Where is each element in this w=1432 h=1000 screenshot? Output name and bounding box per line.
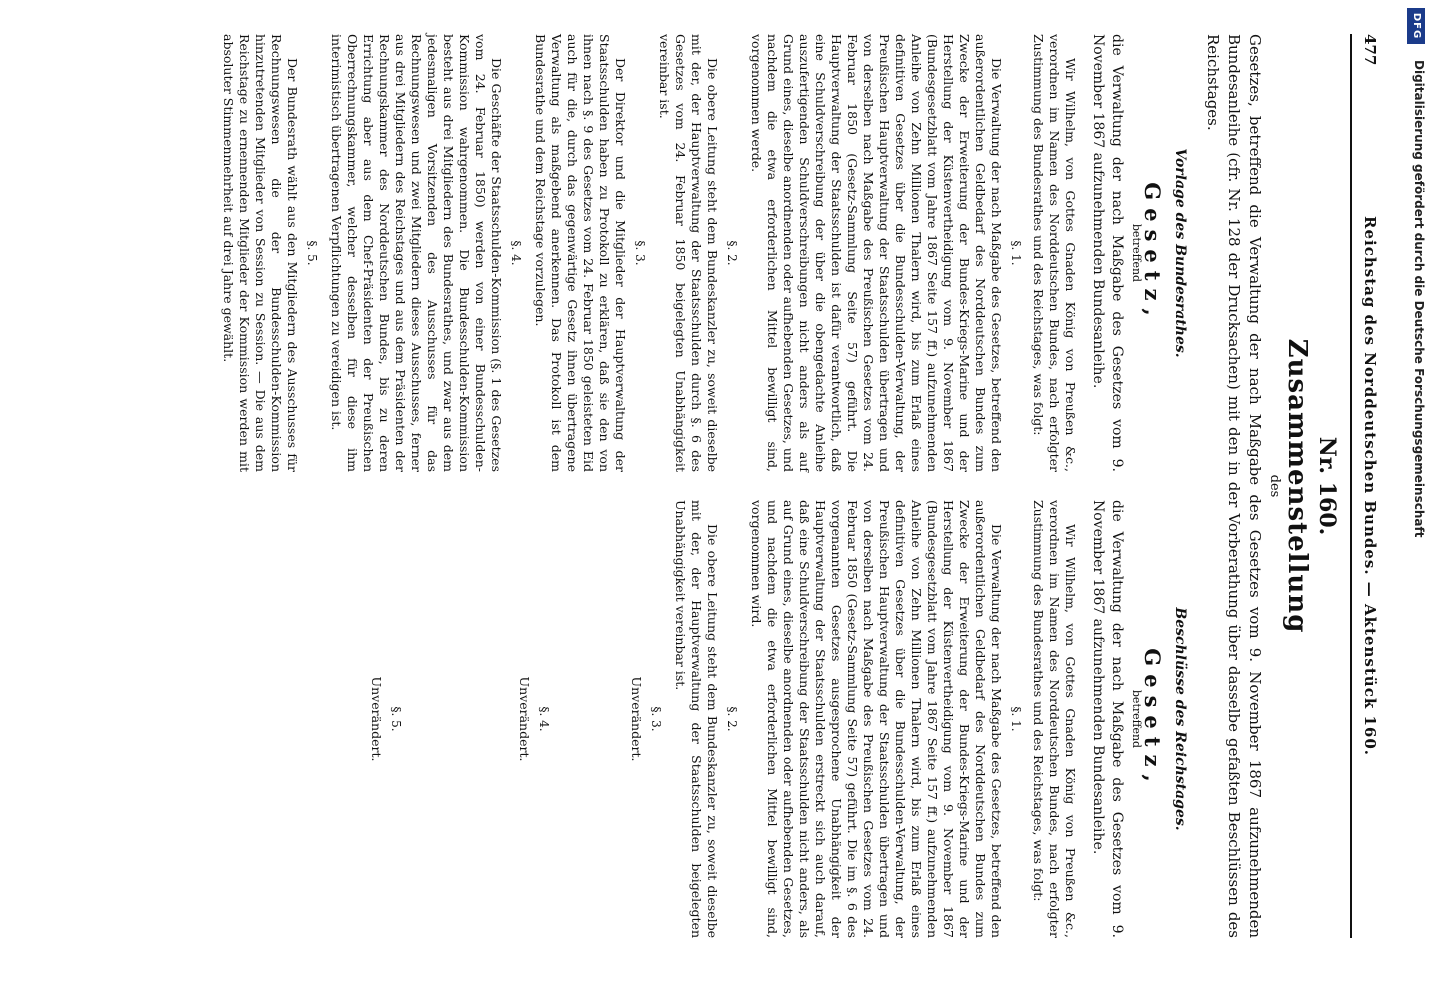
document-number: Nr. 160.	[1314, 436, 1340, 536]
left-gesetz-heading: Gesetz,	[1140, 182, 1165, 324]
right-preamble: Wir Wilhelm, von Gottes Gnaden König von Preußen &c., verordnen im Namen des Norddeutschen Bundes, nach erfolgter Zustimmung des Bundesrathes und des Reichstages, was folgt:	[1031, 500, 1078, 938]
funding-credit-text: Digitalisierung gefördert durch die Deutsche Forschungsgemeinschaft	[1412, 60, 1426, 538]
document-page	[62, 34, 1382, 938]
left-betreffend: betreffend	[1130, 223, 1143, 283]
right-betreffend: betreffend	[1130, 689, 1143, 749]
left-section-5-label: §. 5.	[305, 240, 319, 266]
left-section-2-label: §. 2.	[725, 240, 739, 266]
right-section-5-unchanged: Unverändert.	[369, 676, 384, 762]
left-column-heading: Vorlage des Bundesrathes.	[1172, 148, 1188, 358]
left-section-4-label: §. 4.	[509, 240, 523, 266]
right-law-title: die Verwaltung der nach Maßgabe des Gesetzes vom 9. November 1867 aufzunehmenden Bundesanleihe.	[1090, 500, 1125, 938]
dfg-logo: DFG	[1407, 8, 1425, 44]
right-section-4-label: §. 4.	[537, 706, 551, 732]
funding-credit-strip	[1402, 0, 1432, 1000]
right-column-beschluesse	[212, 500, 1188, 938]
right-column-heading: Beschlüsse des Reichstages.	[1172, 607, 1188, 831]
left-section-3-text: Der Direktor und die Mitglieder der Hauptverwaltung der Staatsschulden haben zu Protokoll zu erklären, daß sie den von ihnen nach §. 9 des Gesetzes vom 24. Februar 1850 geleisteten Eid auch für die, durch das gegenwärtige Gesetz ihnen übertragene Verwaltung als maßgebend anerkennen. Das Protokoll ist dem Bundesrathe und dem Reichstage vorzulegen.	[533, 34, 628, 472]
column-divider	[212, 485, 1188, 486]
left-section-1-text: Die Verwaltung der nach Maßgabe des Gesetzes, betreffend den außerordentlichen Geldbedarf des Norddeutschen Bundes zum Zwecke der Erweiterung der Bundes-Kriegs-Marine und der Herstellung der Küstenvertheidigung vom 9. November 1867 (Bundesgesetzblatt vom Jahre 1867 Seite 157 ff.) aufzunehmenden Anleihe von Zehn Millionen Thalern wird, bis zum Erlaß eines definitiven Gesetzes über die Bundesschulden-Verwaltung, der Preußischen Hauptverwaltung der Staatsschulden übertragen und von derselben nach Maßgabe des Preußischen Gesetzes vom 24. Februar 1850 (Gesetz-Sammlung Seite 57) geführt. Die Hauptverwaltung der Staatsschulden ist dafür verantwortlich, daß eine Schuldverschreibung der über die obengedachte Anleihe auszufertigenden Schuldverschreibungen nicht anders als auf Grund eines, dieselbe anordnenden oder aufhebenden Gesetzes, und nachdem die etwa erforderlichen Mittel bewilligt sind, vorgenommen werde.	[749, 34, 1004, 472]
right-gesetz-heading: Gesetz,	[1140, 648, 1165, 790]
right-section-2-label: §. 2.	[725, 706, 739, 732]
right-section-3-unchanged: Unverändert.	[629, 676, 644, 762]
right-section-5-label: §. 5.	[389, 706, 403, 732]
document-des: des	[1267, 474, 1282, 498]
left-law-title: die Verwaltung der nach Maßgabe des Gesetzes vom 9. November 1867 aufzunehmenden Bundesanleihe.	[1090, 34, 1125, 472]
right-section-1-label: §. 1.	[1009, 706, 1023, 732]
page-number: 477	[1361, 34, 1379, 66]
document-subtitle: Gesetzes, betreffend die Verwaltung der nach Maßgabe des Gesetzes vom 9. November 1867 aufzunehmenden Bundesanleihe (cfr. Nr. 128 der Drucksachen) mit den in der Vorberathung über dasselbe gefaßten Beschlüssen des Reichstages.	[1204, 34, 1264, 938]
running-head-title: Reichstag des Norddeutschen Bundes. — Aktenstück 160.	[1361, 216, 1379, 756]
right-section-3-label: §. 3.	[649, 706, 663, 732]
right-section-4-unchanged: Unverändert.	[517, 676, 532, 762]
left-section-4-text: Die Geschäfte der Staatsschulden-Kommission (§. 1 des Gesetzes vom 24. Februar 1850) werden von einer Bundesschulden-Kommission wahrgenommen. Die Bundesschulden-Kommission besteht aus drei Mitgliedern des Bundesrathes, und zwar aus dem jedesmaligen Vorsitzenden des Ausschusses für das Rechnungswesen und zwei Mitgliedern dieses Ausschusses, ferner aus drei Mitgliedern des Reichstages und aus dem Präsidenten der Rechnungskammer des Norddeutschen Bundes, bis zu deren Errichtung aber aus dem Chef-Präsidenten der Preußischen Oberrechnungskammer, welcher desselben für diese ihm interimistisch übertragenen Verpflichtungen zu vereidigen ist.	[329, 34, 504, 472]
document-title: Zusammenstellung	[1282, 338, 1312, 634]
left-section-3-label: §. 3.	[633, 240, 647, 266]
running-head	[1350, 34, 1382, 938]
comparison-columns	[212, 34, 1188, 938]
left-column-vorlage	[212, 34, 1188, 472]
right-section-1-text: Die Verwaltung der nach Maßgabe des Gesetzes, betreffend den außerordentlichen Geldbedarf des Norddeutschen Bundes zum Zwecke der Erweiterung der Bundes-Kriegs-Marine und der Herstellung der Küstenvertheidigung vom 9. November 1867 (Bundesgesetzblatt vom Jahre 1867 Seite 157 ff.) aufzunehmenden Anleihe von Zehn Millionen Thalern wird, bis zum Erlaß eines definitiven Gesetzes über die Bundesschulden-Verwaltung, der Preußischen Hauptverwaltung der Staatsschulden übertragen und von derselben nach Maßgabe des Preußischen Gesetzes vom 24. Februar 1850 (Gesetz-Sammlung Seite 57) geführt. Die im §. 6 des vorgenannten Gesetzes ausgesprochene Unabhängigkeit der Hauptverwaltung der Staatsschulden erstreckt sich auch darauf, daß eine Schuldverschreibung der Staatsschulden nicht anders, als auf Grund eines, dieselbe anordnenden oder aufhebenden Gesetzes, und nachdem die etwa erforderlichen Mittel bewilligt sind, vorgenommen wird.	[749, 500, 1004, 938]
left-section-2-text: Die obere Leitung steht dem Bundeskanzler zu, soweit dieselbe mit der, der Hauptverwaltung der Staatsschulden durch §. 6 des Gesetzes vom 24. Februar 1850 beigelegten Unabhängigkeit vereinbar ist.	[657, 34, 720, 472]
right-section-2-text: Die obere Leitung steht dem Bundeskanzler zu, soweit dieselbe mit der, der Hauptverwaltung der Staatsschulden beigelegten Unabhängigkeit vereinbar ist.	[673, 500, 720, 938]
left-preamble: Wir Wilhelm, von Gottes Gnaden König von Preußen &c., verordnen im Namen des Norddeutschen Bundes, nach erfolgter Zustimmung des Bundesrathes und des Reichstages, was folgt:	[1031, 34, 1078, 472]
left-section-5-text: Der Bundesrath wählt aus den Mitgliedern des Ausschusses für Rechnungswesen die der Bundesschulden-Kommission hinzutretenden Mitglieder von Session zu Session. — Die aus dem Reichstage zu ernennenden Mitglieder der Kommission werden mit absoluter Stimmenmehrheit auf drei Jahre gewählt.	[221, 34, 300, 472]
left-section-1-label: §. 1.	[1009, 240, 1023, 266]
